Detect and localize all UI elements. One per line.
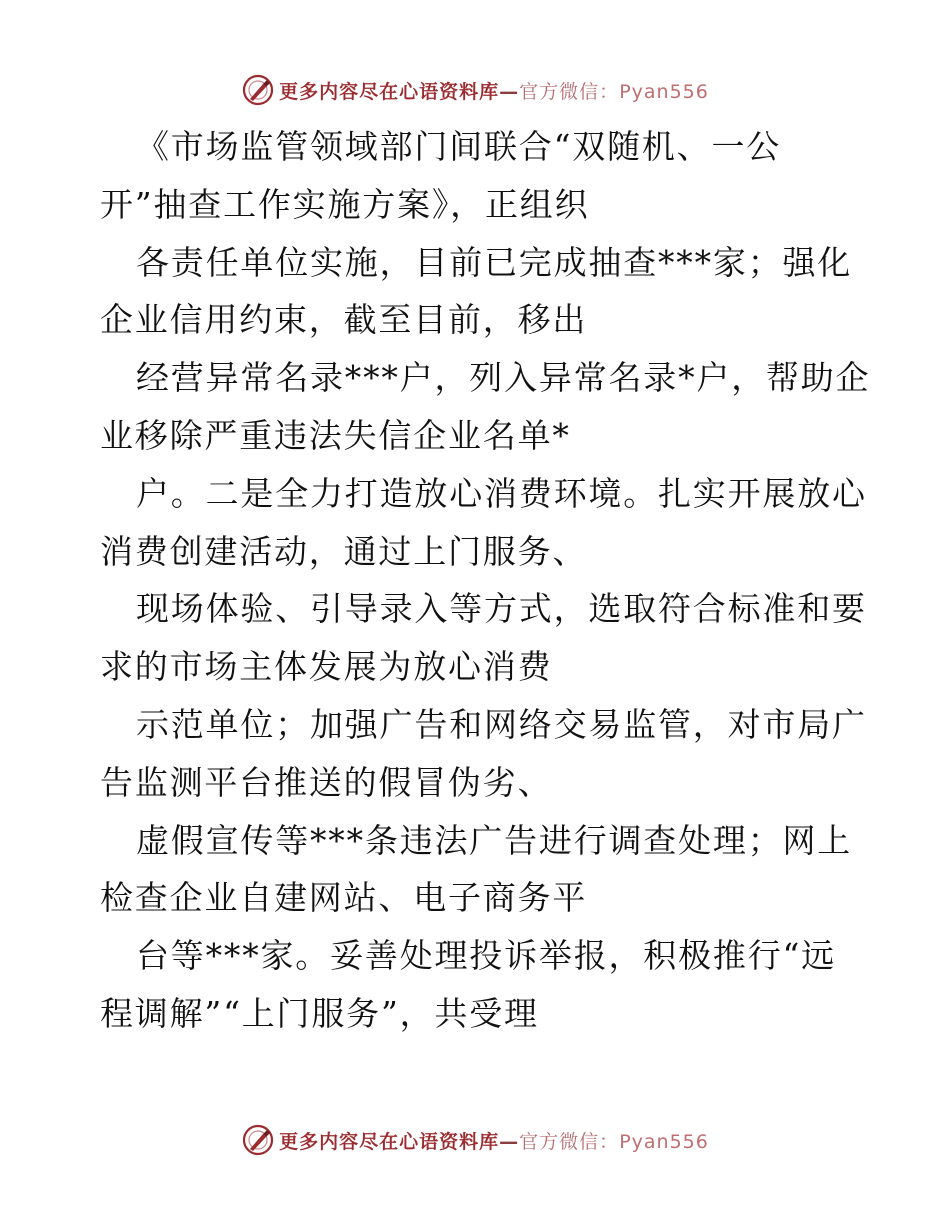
footer-separator: — bbox=[499, 1130, 520, 1153]
header-watermark-text bbox=[279, 77, 709, 104]
document-line: 开”抽查工作实施方案》，正组织 bbox=[100, 184, 590, 224]
document-line: 业移除严重违法失信企业名单* bbox=[100, 415, 571, 455]
header-brand: 更多内容尽在心语资料库 bbox=[279, 80, 500, 103]
header-account: Pyan556 bbox=[619, 80, 709, 103]
header-separator: — bbox=[499, 80, 520, 103]
document-body bbox=[100, 118, 871, 1043]
document-line: 台等***家。妥善处理投诉举报，积极推行“远 bbox=[136, 936, 836, 976]
document-line: 消费创建活动，通过上门服务、 bbox=[100, 531, 588, 571]
footer-watermark bbox=[0, 1120, 950, 1160]
document-line: 检查企业自建网站、电子商务平 bbox=[100, 878, 588, 918]
pen-logo-icon bbox=[241, 73, 275, 107]
document-line: 《市场监管领域部门间联合“双随机、一公 bbox=[136, 127, 782, 166]
document-line: 程调解”“上门服务”，共受理 bbox=[100, 993, 539, 1033]
document-line: 求的市场主体发展为放心消费 bbox=[100, 647, 553, 687]
document-line: 示范单位；加强广告和网络交易监管，对市局广 bbox=[136, 704, 867, 744]
document-line: 虚假宣传等***条违法广告进行调查处理；网上 bbox=[136, 820, 853, 860]
footer-watermark-text bbox=[279, 1127, 709, 1154]
footer-account: Pyan556 bbox=[619, 1130, 709, 1153]
footer-label: 官方微信： bbox=[519, 1130, 620, 1153]
document-line: 现场体验、引导录入等方式，选取符合标准和要 bbox=[136, 589, 867, 629]
document-line: 企业信用约束，截至目前，移出 bbox=[100, 300, 588, 340]
document-line: 经营异常名录***户，列入异常名录*户，帮助企 bbox=[136, 358, 871, 398]
header-watermark bbox=[0, 70, 950, 110]
document-line: 各责任单位实施，目前已完成抽查***家；强化 bbox=[136, 242, 853, 282]
document-line: 户。二是全力打造放心消费环境。扎实开展放心 bbox=[136, 473, 867, 513]
header-label: 官方微信： bbox=[519, 80, 620, 103]
pen-logo-icon bbox=[241, 1123, 275, 1157]
document-line: 告监测平台推送的假冒伪劣、 bbox=[100, 762, 553, 802]
footer-brand: 更多内容尽在心语资料库 bbox=[279, 1130, 500, 1153]
